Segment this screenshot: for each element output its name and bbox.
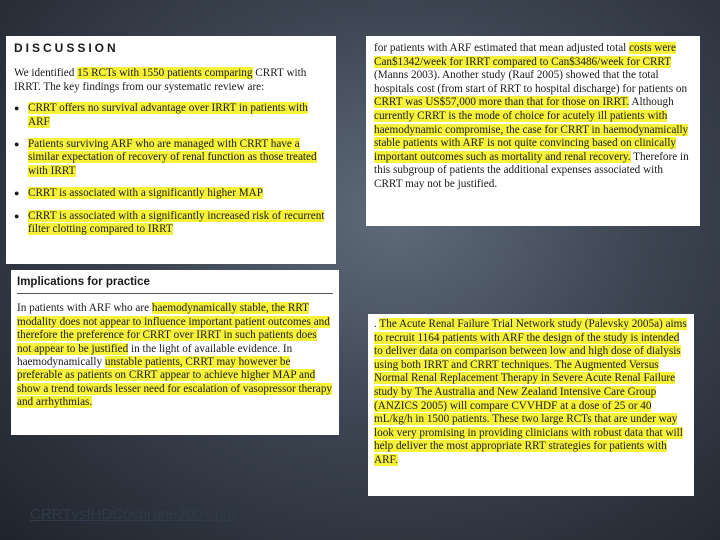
finding-item <box>14 210 328 237</box>
findings-list <box>14 102 328 236</box>
finding-text: Patients surviving ARF who are managed with CRRT have a similar expectation of recovery of renal function as those treated with IRRT <box>28 138 317 177</box>
finding-text: CRRT offers no survival advantage over IRRT in patients with ARF <box>28 102 308 128</box>
intro-text: We identified <box>14 67 78 80</box>
costs-text-4: Therefore in this subgroup of patients the additional expenses associated with CRRT may not be justified. <box>374 150 689 190</box>
finding-text: CRRT is associated with a significantly increased risk of recurrent filter clotting compared to IRRT <box>28 209 325 236</box>
costs-highlight-2: CRRT was US$57,000 more than that for those on IRRT. <box>374 96 630 109</box>
costs-text-2: (Manns 2003). Another study (Rauf 2005) showed that the total hospitals cost (from start of RRT to hospital discharge) for patients on <box>374 69 688 95</box>
implications-excerpt <box>11 270 339 435</box>
costs-highlight: costs were Can$1342/week for IRRT compared to Can$3486/week for CRRT <box>374 42 677 68</box>
discussion-excerpt <box>6 36 336 264</box>
costs-paragraph <box>374 42 692 192</box>
trial-lead: . <box>374 318 380 330</box>
discussion-intro <box>14 67 328 94</box>
finding-text: CRRT is associated with a significantly higher MAP <box>28 187 263 200</box>
intro-highlight: 15 RCTs with 1550 patients comparing <box>77 67 253 80</box>
implications-paragraph <box>17 302 333 409</box>
costs-text: for patients with ARF estimated that mean adjusted total <box>374 42 630 54</box>
costs-excerpt <box>366 36 700 226</box>
implications-text-cont: in the light of available evidence. In haemodynamically <box>17 342 293 369</box>
discussion-heading: DISCUSSION <box>14 41 119 55</box>
implications-text: In patients with ARF who are <box>17 302 152 315</box>
trial-excerpt <box>368 314 694 496</box>
trial-paragraph <box>374 318 688 468</box>
source-file-link[interactable]: CRRTvsIHDCochrane2007.pdf <box>30 506 236 523</box>
finding-item <box>14 187 328 200</box>
trial-highlight: The Acute Renal Failure Trial Network study (Palevsky 2005a) aims to recruit 1164 patients with ARF the design of the study is intended to deliver data on comparison between low and high dose of dialysis using both IRRT and CRRT techniques. The Augmented Versus Normal Renal Replacement Therapy in Severe Acute Renal Failure study by The Australia and New Zealand Intensive Care Group (ANZICS 2005) will compare CVVHDF at a dose of 25 or 40 mL/kg/h in 1500 patients. These two large RCTs that are under way look very promising in providing clinicians with robust data that will help deliver the most appropriate RRT strategies for patients with ARF. <box>374 318 687 466</box>
costs-highlight-3: currently CRRT is the mode of choice for acutely ill patients with haemodynamic compromise, the case for CRRT in haemodynamically stable patients with ARF is not quite convincing based on clinically important outcomes such as mortality and renal recovery. <box>374 109 689 163</box>
implications-highlight: haemodynamically stable, the RRT modality does not appear to influence important patient outcomes and therefore the preference for CRRT over IRRT in such patients does not appear to be justified <box>17 302 330 355</box>
finding-item <box>14 138 328 178</box>
implications-highlight-2: unstable patients, CRRT may however be preferable as patients on CRRT appear to achieve higher MAP and show a trend towards lesser need for escalation of vasopressor therapy and arrhythmias. <box>17 356 333 409</box>
finding-item <box>14 102 328 129</box>
implications-heading: Implications for practice <box>17 276 333 294</box>
costs-text-3: Although <box>629 96 674 109</box>
intro-text-cont: CRRT with IRRT. The key findings from our systematic review are: <box>14 67 307 93</box>
